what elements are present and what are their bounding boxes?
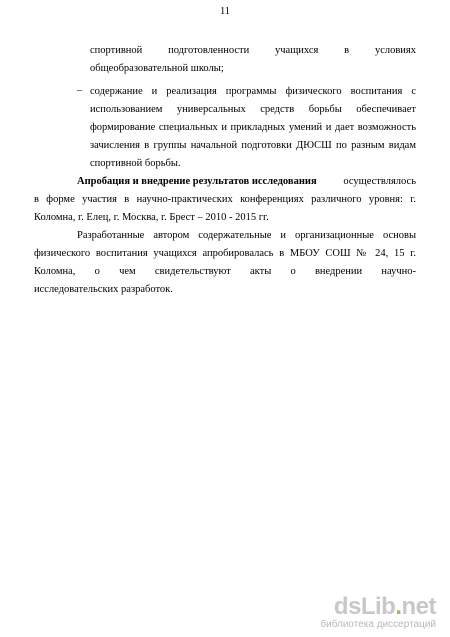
text-line-9: в форме участия в научно-практических конференциях различного уровня: г. bbox=[34, 194, 416, 205]
bold-heading: Апробация и внедрение результатов исследования bbox=[77, 176, 317, 187]
text-line-6: зачисления в группы начальной подготовки ДЮСШ по разным видам bbox=[90, 140, 416, 151]
text-line-3: содержание и реализация программы физического воспитания с bbox=[90, 86, 416, 97]
text-line-14: исследовательских разработок. bbox=[34, 284, 173, 295]
approbation-paragraph-first-line bbox=[77, 175, 416, 188]
watermark bbox=[286, 595, 436, 629]
text-line-10: Коломна, г. Елец, г. Москва, г. Брест – 2010 - 2015 гг. bbox=[34, 212, 269, 223]
watermark-logo-main: dsLib bbox=[333, 593, 396, 620]
text-line-13: Коломна, о чем свидетельствуют акты о внедрении научно- bbox=[34, 266, 416, 277]
text-line-4: использованием универсальных средств борьбы обеспечивает bbox=[90, 104, 416, 115]
watermark-logo-tld: net bbox=[401, 593, 436, 620]
list-dash: – bbox=[77, 85, 83, 96]
watermark-subtitle: библиотека диссертаций bbox=[320, 619, 436, 630]
page-number: 11 bbox=[219, 6, 231, 17]
text-line-5: формирование специальных и прикладных умений и дает возможность bbox=[90, 122, 416, 133]
text-line-1: спортивной подготовленности учащихся в условиях bbox=[90, 45, 416, 56]
watermark-logo-dot: . bbox=[395, 593, 402, 620]
text-line-8: осуществлялось bbox=[343, 176, 416, 187]
text-line-12: физического воспитания учащихся апробировалась в МБОУ СОШ № 24, 15 г. bbox=[34, 248, 416, 259]
text-line-11: Разработанные автором содержательные и организационные основы bbox=[77, 230, 416, 241]
text-line-7: спортивной борьбы. bbox=[90, 158, 181, 169]
watermark-logo bbox=[334, 595, 436, 619]
text-line-2: общеобразовательной школы; bbox=[90, 63, 224, 74]
